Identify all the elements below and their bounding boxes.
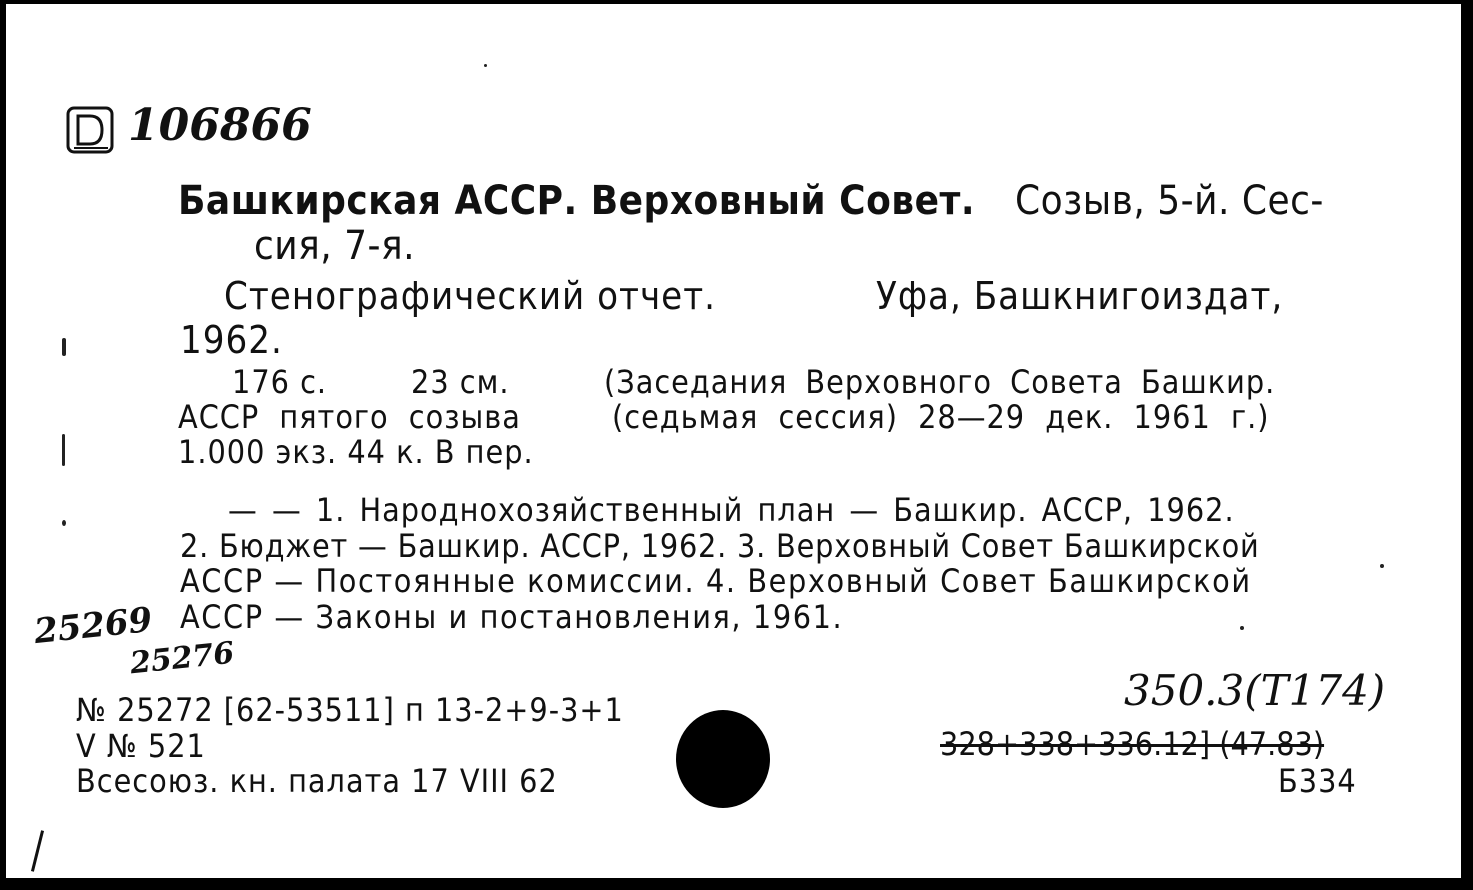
footer-line-3: Всесоюз. кн. палата 17 VIII 62 [76, 762, 558, 800]
library-stamp [64, 104, 120, 156]
pen-mark [31, 830, 44, 871]
speck-3 [62, 520, 66, 526]
footer-line-2: V № 521 [76, 727, 206, 765]
stamp-icon [64, 104, 120, 156]
speck-5 [1240, 626, 1244, 630]
stamp-number: 106866 [128, 100, 312, 151]
desc-line-2a: АССР пятого созыва [178, 398, 521, 436]
speck-4 [484, 64, 487, 67]
catalog-card [6, 4, 1461, 878]
subjects-line-3: АССР — Постоянные комиссии. 4. Верховный Совет Башкирской [180, 562, 1252, 600]
speck-1 [62, 338, 66, 356]
desc-line-2b: (седьмая сессия) 28—29 дек. 1961 г.) [612, 398, 1270, 436]
speck-6 [1380, 564, 1384, 568]
desc-line-3: 1.000 экз. 44 к. В пер. [178, 433, 534, 471]
heading-line-2: сия, 7-я. [254, 223, 416, 269]
footer-line-1: № 25272 [62-53511] п 13-2+9-3+1 [76, 691, 624, 729]
title-line-1a: Стенографический отчет. [224, 274, 716, 318]
heading-bold: Башкирская АССР. Верховный Совет. [178, 178, 976, 224]
subjects-line-2: 2. Бюджет — Башкир. АССР, 1962. 3. Верховный Совет Башкирской [180, 527, 1260, 565]
desc-size: 23 см. [411, 363, 510, 401]
punch-hole [676, 710, 770, 808]
handwritten-classification: 350.3(Т174) [1124, 666, 1386, 715]
title-line-2: 1962. [180, 318, 283, 362]
footer-code: Б334 [1278, 762, 1357, 800]
heading-line-1 [178, 178, 1324, 224]
handwritten-note-2: 25276 [128, 635, 236, 682]
heading-rest: Созыв, 5-й. Сес- [1014, 178, 1324, 224]
subjects-line-4: АССР — Законы и постановления, 1961. [180, 598, 844, 636]
footer-struck-classification: 328+338+336.12] (47.83) [940, 725, 1325, 763]
speck-2 [62, 434, 65, 466]
title-line-1b: Уфа, Башкнигоиздат, [876, 274, 1284, 318]
desc-pages: 176 с. [232, 363, 328, 401]
handwritten-note-1: 25269 [32, 599, 155, 653]
desc-series-1: (Заседания Верховного Совета Башкир. [604, 363, 1276, 401]
subjects-line-1: — — 1. Народнохозяйственный план — Башкир. АССР, 1962. [228, 491, 1235, 529]
